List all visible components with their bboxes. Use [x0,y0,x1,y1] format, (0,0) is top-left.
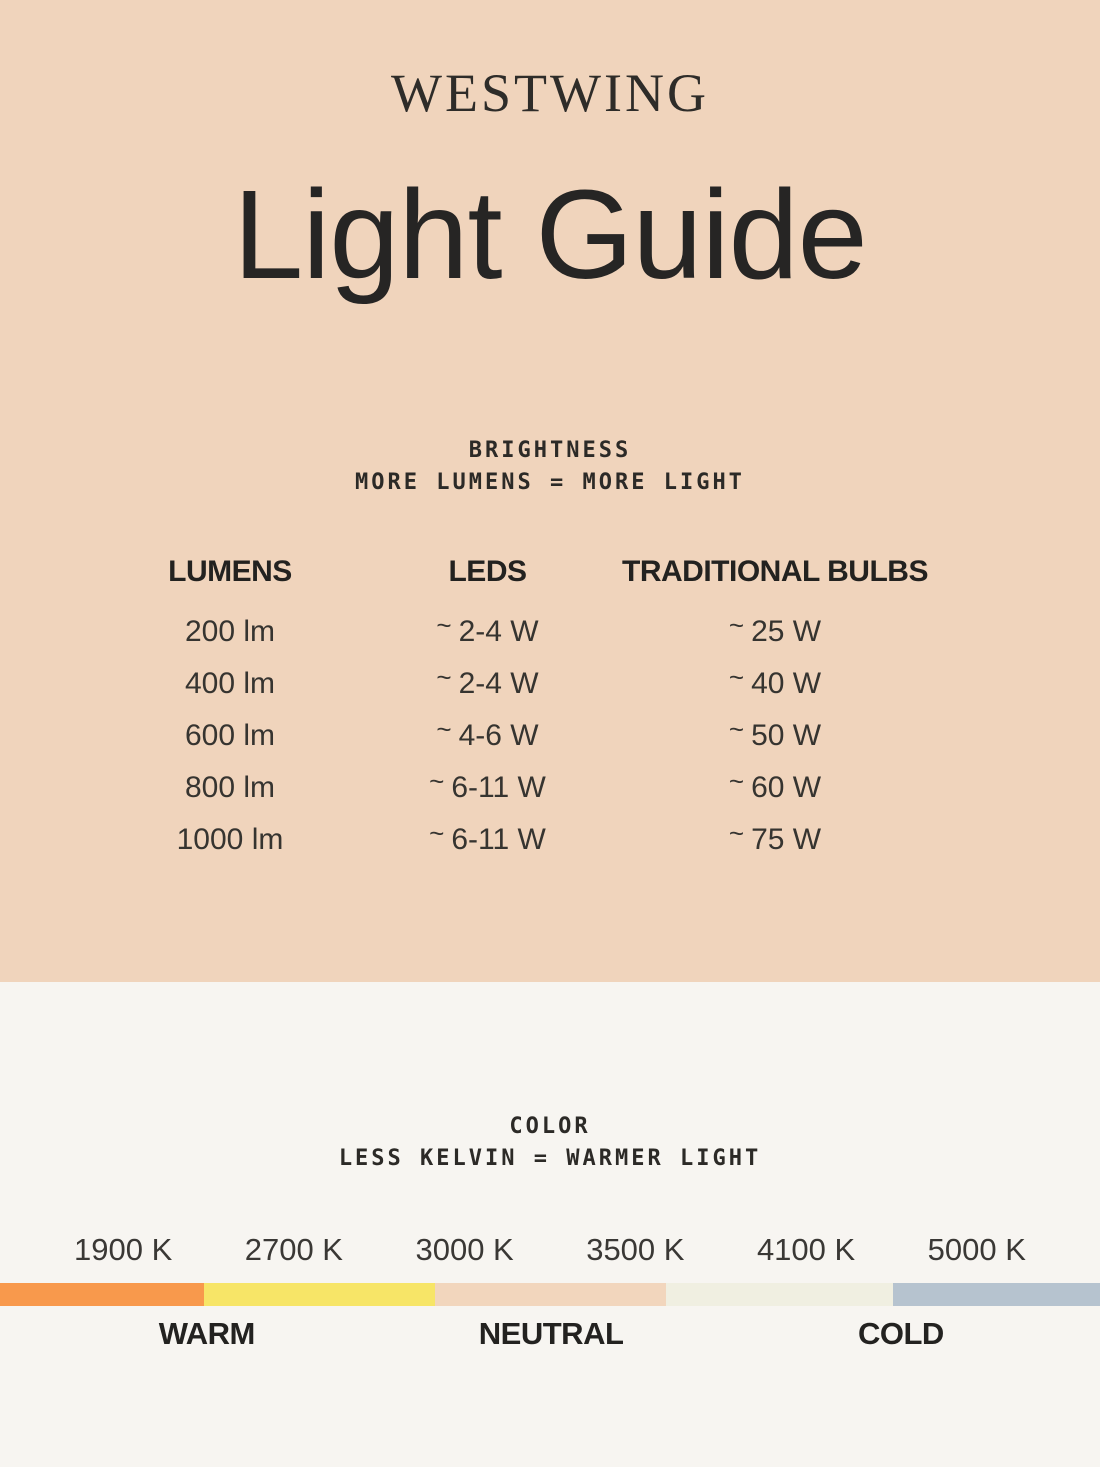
bulbs-value [615,766,935,805]
column-header-leds: LEDS [448,555,527,588]
westwing-logo: WESTWING [391,63,709,123]
bulbs-value [615,818,935,857]
kelvin-label: 5000 K [927,1232,1026,1267]
kelvin-label: 3000 K [415,1232,514,1267]
watt-value: 40 W [751,667,822,700]
scale-segment-0 [0,1283,204,1306]
leds-value [360,662,615,701]
kelvin-label: 3500 K [586,1232,685,1267]
approx-tilde: ~ [728,610,745,640]
table-row [100,658,935,710]
watt-value: 2-4 W [458,615,539,648]
kelvin-scale-labels [0,1232,1100,1268]
bulbs-value [615,610,935,649]
leds-value [360,818,615,857]
kelvin-label: 1900 K [74,1232,173,1267]
approx-tilde: ~ [436,610,452,640]
temp-label-1: NEUTRAL [478,1316,624,1351]
watt-value: 4-6 W [458,719,539,752]
scale-segment-1 [204,1283,435,1306]
watt-value: 25 W [751,615,822,648]
watt-value: 6-11 W [451,823,546,856]
watt-value: 50 W [751,719,822,752]
lumens-value: 1000 lm [176,823,284,856]
approx-tilde: ~ [436,714,452,744]
approx-tilde: ~ [436,662,452,692]
leds-value [360,714,615,753]
color-temperature-bar [0,1283,1100,1306]
page-title: Light Guide [233,164,867,305]
scale-segment-3 [666,1283,894,1306]
approx-tilde: ~ [429,818,445,848]
watt-value: 75 W [751,823,822,856]
temp-label-2: COLD [857,1316,944,1351]
watt-value: 2-4 W [458,667,539,700]
table-row [100,814,935,866]
temperature-labels [0,1316,1100,1356]
table-row [100,762,935,814]
lumens-value: 600 lm [184,719,276,752]
color-section [0,982,1100,1467]
table-header-row [100,544,935,600]
lumens-value: 400 lm [184,667,276,700]
table-row [100,710,935,762]
leds-value [360,766,615,805]
watt-value: 60 W [751,771,822,804]
approx-tilde: ~ [429,766,445,796]
kelvin-label: 2700 K [244,1232,343,1267]
approx-tilde: ~ [728,662,745,692]
scale-segment-2 [435,1283,666,1306]
brightness-heading: BRIGHTNESS [468,438,632,463]
approx-tilde: ~ [728,714,745,744]
kelvin-label: 4100 K [756,1232,856,1267]
watt-value: 6-11 W [451,771,546,804]
scale-segment-4 [893,1283,1100,1306]
leds-value [360,610,615,649]
column-header-traditional-bulbs: TRADITIONAL BULBS [622,555,928,588]
approx-tilde: ~ [728,818,745,848]
bulbs-value [615,714,935,753]
table-row [100,606,935,658]
brightness-subheading: MORE LUMENS = MORE LIGHT [355,470,745,495]
column-header-lumens: LUMENS [168,555,292,588]
lumens-value: 200 lm [184,615,276,648]
lumens-value: 800 lm [184,771,276,804]
brightness-table [100,544,935,866]
approx-tilde: ~ [728,766,745,796]
bulbs-value [615,662,935,701]
color-subheading: LESS KELVIN = WARMER LIGHT [338,1146,762,1171]
temp-label-0: WARM [158,1316,255,1351]
color-heading: COLOR [509,1114,591,1139]
